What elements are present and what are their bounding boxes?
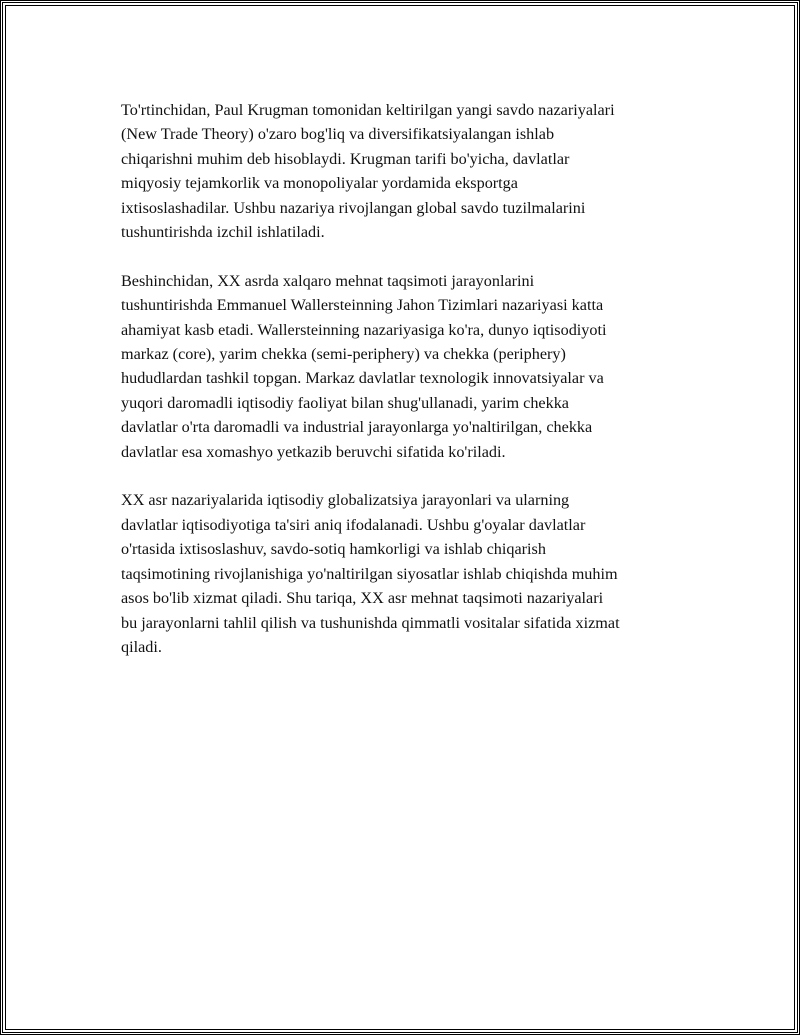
text-line: asos bo'lib xizmat qiladi. Shu tariqa, XX asr mehnat taqsimoti nazariyalari	[121, 589, 604, 608]
text-line: (New Trade Theory) o'zaro bog'liq va diversifikatsiyalangan ishlab	[121, 125, 555, 144]
text-line: davlatlar o'rta daromadli va industrial jarayonlarga yo'naltirilgan, chekka	[121, 418, 593, 437]
text-line: yuqori daromadli iqtisodiy faoliyat bilan shug'ullanadi, yarim chekka	[121, 393, 569, 412]
text-line: To'rtinchidan, Paul Krugman tomonidan keltirilgan yangi savdo nazariyalari	[121, 101, 615, 119]
document-body	[121, 98, 741, 684]
text-line: Beshinchidan, XX asrda xalqaro mehnat taqsimoti jarayonlarini	[121, 271, 535, 290]
paragraph-krugman	[121, 98, 741, 244]
text-line: hududlardan tashkil topgan. Markaz davlatlar texnologik innovatsiyalar va	[121, 369, 604, 388]
text-line: tushuntirishda Emmanuel Wallersteinning Jahon Tizimlari nazariyasi katta	[121, 296, 604, 315]
text-line: taqsimotining rivojlanishiga yo'naltirilgan siyosatlar ishlab chiqishda muhim	[121, 564, 618, 583]
text-line: markaz (core), yarim chekka (semi-periphery) va chekka (periphery)	[121, 345, 566, 364]
text-line: miqyosiy tejamkorlik va monopoliyalar yordamida eksportga	[121, 174, 518, 193]
text-line: XX asr nazariyalarida iqtisodiy globalizatsiya jarayonlari va ularning	[121, 491, 570, 510]
text-line: bu jarayonlarni tahlil qilish va tushunishda qimmatli vositalar sifatida xizmat	[121, 613, 620, 632]
text-line: davlatlar esa xomashyo yetkazib beruvchi sifatida ko'riladi.	[121, 442, 506, 461]
paragraph-conclusion	[121, 488, 741, 659]
text-line: davlatlar iqtisodiyotiga ta'siri aniq ifodalanadi. Ushbu g'oyalar davlatlar	[121, 515, 586, 534]
text-line: ixtisoslashadilar. Ushbu nazariya rivojlangan global savdo tuzilmalarini	[121, 198, 586, 217]
text-line: o'rtasida ixtisoslashuv, savdo-sotiq hamkorligi va ishlab chiqarish	[121, 540, 546, 559]
paragraph-wallerstein	[121, 269, 741, 464]
text-line: ahamiyat kasb etadi. Wallersteinning nazariyasiga ko'ra, dunyo iqtisodiyoti	[121, 320, 607, 339]
text-line: chiqarishni muhim deb hisoblaydi. Krugman tarifi bo'yicha, davlatlar	[121, 149, 570, 168]
text-line: qiladi.	[121, 637, 162, 656]
text-line: tushuntirishda izchil ishlatiladi.	[121, 223, 325, 242]
